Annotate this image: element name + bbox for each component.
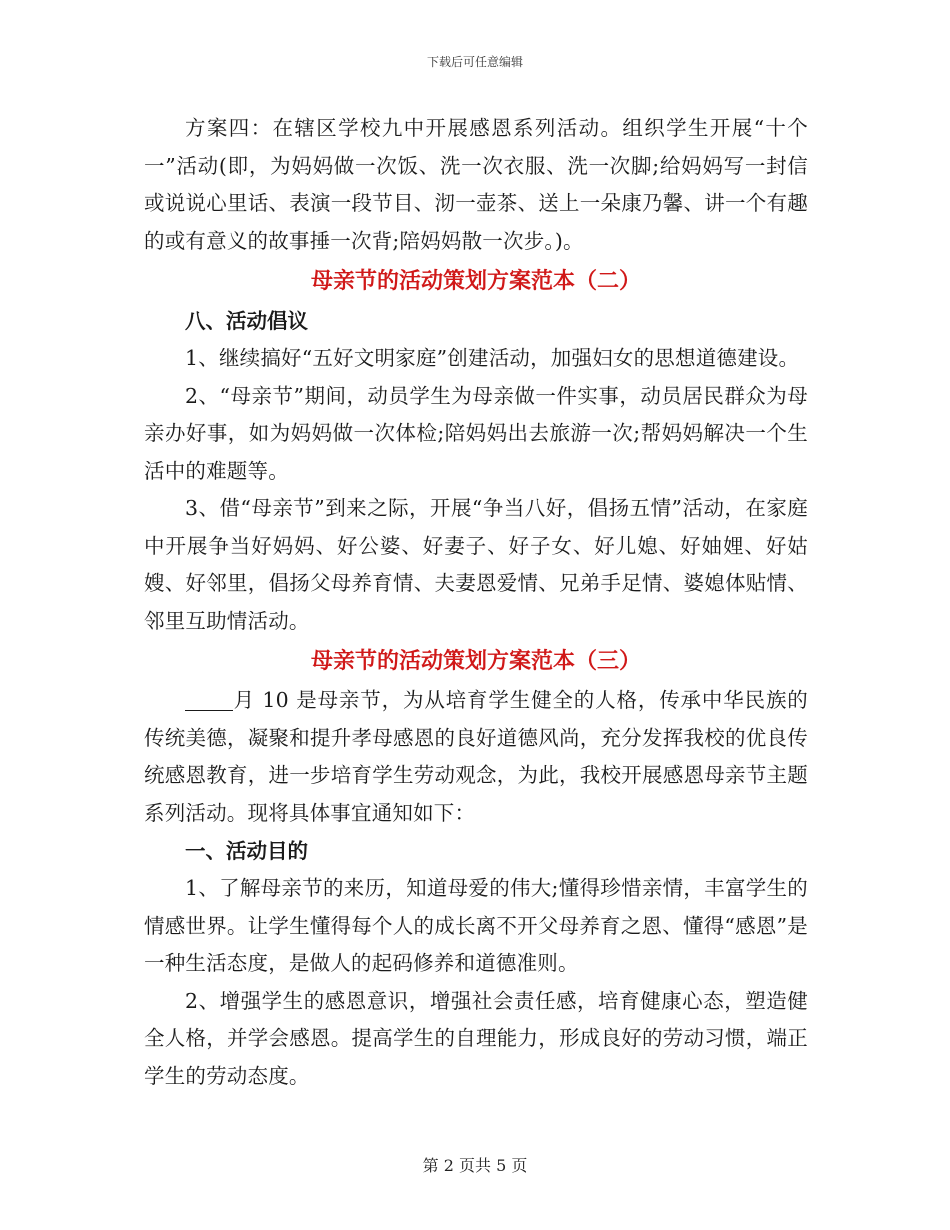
paragraph-proposal-1: 1、继续搞好“五好文明家庭”创建活动，加强妇女的思想道德建设。 xyxy=(185,346,800,370)
fill-in-blank xyxy=(185,688,233,711)
paragraph-intro xyxy=(144,682,808,832)
paragraph-proposal-2: 2、“母亲节”期间，动员学生为母亲做一件实事，动员居民群众为母亲办好事，如为妈妈做一次体检;陪妈妈出去旅游一次;帮妈妈解决一个生活中的难题等。 xyxy=(144,383,808,483)
section-title-two: 母亲节的活动策划方案范本（二） xyxy=(310,268,641,294)
page-footer: 第 2 页共 5 页 xyxy=(422,1156,528,1175)
paragraph-intro-text: 月 10 是母亲节，为从培育学生健全的人格，传承中华民族的传统美德，凝聚和提升孝母感恩的良好道德风尚，充分发挥我校的优良传统感恩教育，进一步培育学生劳动观念，为此，我校开展感恩母亲节主题系列活动。现将具体事宜通知如下： xyxy=(144,688,808,825)
paragraph-purpose-2: 2、增强学生的感恩意识，增强社会责任感，培育健康心态，塑造健全人格，并学会感恩。提高学生的自理能力，形成良好的劳动习惯，端正学生的劳动态度。 xyxy=(144,988,808,1088)
paragraph-purpose-1: 1、了解母亲节的来历，知道母爱的伟大;懂得珍惜亲情，丰富学生的情感世界。让学生懂得每个人的成长离不开父母养育之恩、懂得“感恩”是一种生活态度，是做人的起码修养和道德准则。 xyxy=(144,876,808,975)
paragraph-proposal-3: 3、借“母亲节”到来之际，开展“争当八好，倡扬五情”活动，在家庭中开展争当好妈妈、好公婆、好妻子、好子女、好儿媳、好妯娌、好姑嫂、好邻里，倡扬父母养育情、夫妻恩爱情、兄弟手足情、婆媳体贴情、邻里互助情活动。 xyxy=(144,496,808,633)
section-title-three: 母亲节的活动策划方案范本（三） xyxy=(310,648,641,674)
page-header: 下载后可任意编辑 xyxy=(426,55,523,69)
paragraph-plan-four: 方案四：在辖区学校九中开展感恩系列活动。组织学生开展“十个一”活动(即，为妈妈做一次饭、洗一次衣服、洗一次脚;给妈妈写一封信或说说心里话、表演一段节目、沏一壶茶、送上一朵康乃馨、讲一个有趣的或有意义的故事捶一次背;陪妈妈散一次步。)。 xyxy=(144,116,808,253)
heading-activity-purpose: 一、活动目的 xyxy=(185,839,308,863)
document-body xyxy=(144,110,808,1095)
heading-activity-proposal: 八、活动倡议 xyxy=(185,309,308,333)
